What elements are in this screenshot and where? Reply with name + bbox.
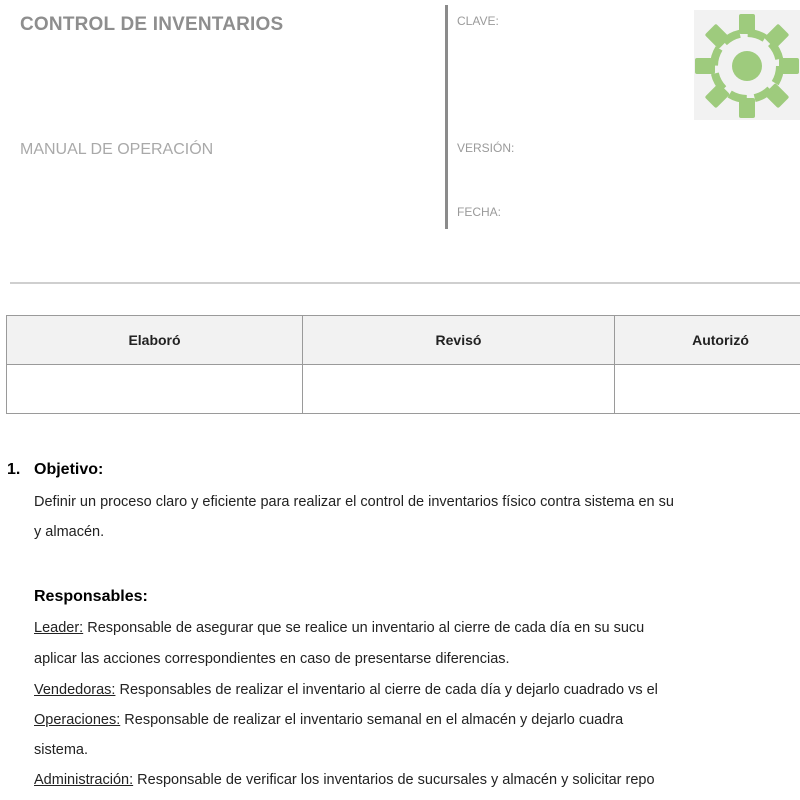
objetivo-text-line2: y almacén. (34, 524, 105, 540)
gear-icon (694, 10, 800, 120)
section-title-objetivo: Objetivo: (34, 461, 104, 478)
signature-table (6, 315, 800, 414)
document-title: CONTROL DE INVENTARIOS (20, 14, 284, 35)
responsable-vendedoras (34, 682, 658, 698)
role-label: Operaciones: (34, 712, 121, 728)
signature-cell-elaboro (7, 365, 303, 414)
responsable-administracion (34, 772, 655, 788)
signature-cell-reviso (303, 365, 615, 414)
fecha-label: FECHA: (457, 205, 502, 219)
header-separator (10, 282, 800, 284)
responsable-operaciones (34, 712, 623, 728)
role-label: Leader: (34, 620, 84, 636)
role-description: Responsable de realizar el inventario semanal en el almacén y dejarlo cuadra (120, 712, 624, 728)
signature-header-autorizo: Autorizó (615, 316, 800, 365)
header-divider (445, 5, 448, 229)
role-description: Responsable de asegurar que se realice un inventario al cierre de cada día en su sucu (83, 620, 645, 636)
role-description: Responsables de realizar el inventario al cierre de cada día y dejarlo cuadrado vs el (115, 682, 658, 698)
responsable-operaciones-line2: sistema. (34, 742, 88, 758)
signature-cell-autorizo (615, 365, 800, 414)
objetivo-text-line1: Definir un proceso claro y eficiente para realizar el control de inventarios físico contra sistema en su (34, 494, 674, 510)
section-number: 1. (7, 461, 21, 478)
role-label: Administración: (34, 772, 134, 788)
clave-label: CLAVE: (457, 14, 499, 28)
company-logo (694, 10, 800, 120)
role-description: Responsable de verificar los inventarios de sucursales y almacén y solicitar repo (133, 772, 655, 788)
signature-header-elaboro: Elaboró (7, 316, 303, 365)
document-subtitle: MANUAL DE OPERACIÓN (20, 141, 214, 158)
role-label: Vendedoras: (34, 682, 116, 698)
signature-header-reviso: Revisó (303, 316, 615, 365)
responsables-title: Responsables: (34, 588, 148, 605)
responsable-leader (34, 620, 644, 636)
responsable-leader-line2: aplicar las acciones correspondientes en caso de presentarse diferencias. (34, 651, 510, 667)
version-label: VERSIÓN: (457, 141, 515, 155)
